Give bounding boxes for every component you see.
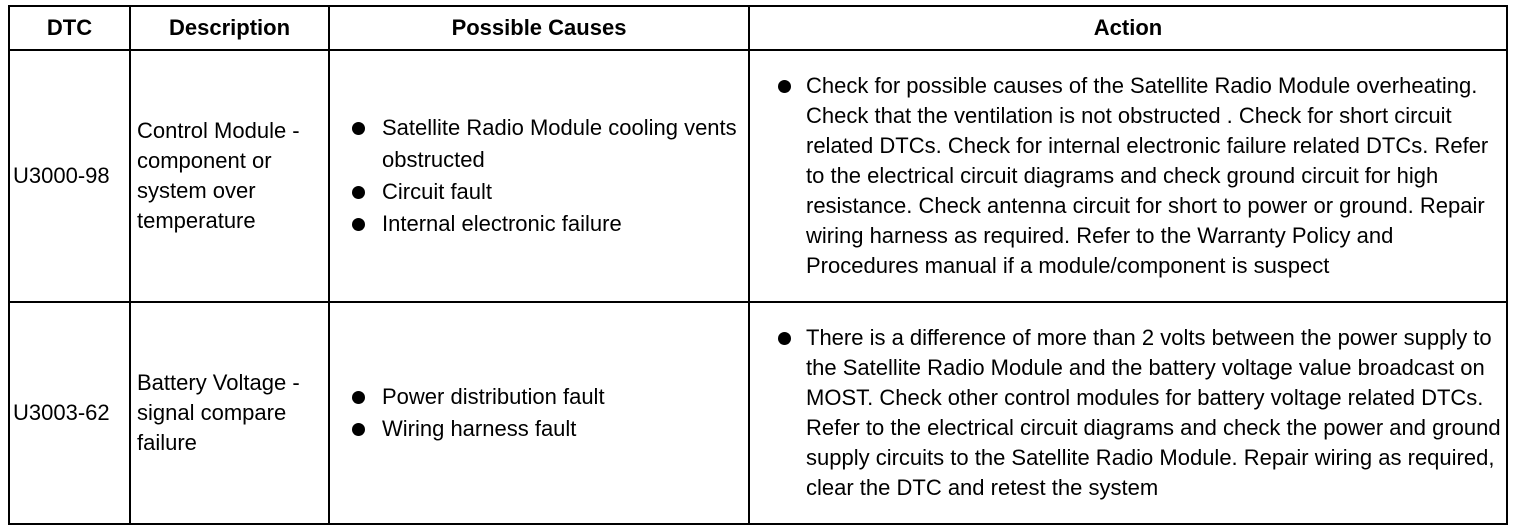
possible-causes-cell xyxy=(329,302,749,524)
possible-causes-cell xyxy=(329,50,749,302)
list-item xyxy=(330,176,748,208)
action-list xyxy=(750,323,1506,503)
action-text: Check for possible causes of the Satellite Radio Module overheating. Check that the ventilation is not obstructed . Check for short circuit related DTCs. Check for internal electronic failure related DTCs. Refer to the electrical circuit diagrams and check ground circuit for high resistance. Check antenna circuit for short to power or ground. Repair wiring harness as required. Refer to the Warranty Policy and Procedures manual if a module/component is suspect xyxy=(806,73,1489,278)
possible-causes-list xyxy=(330,381,748,445)
bullet-dot-icon xyxy=(778,332,791,345)
dtc-table xyxy=(8,5,1508,525)
table-header-row xyxy=(9,6,1507,50)
list-item xyxy=(750,71,1506,281)
bullet-dot-icon xyxy=(352,218,365,231)
list-item xyxy=(750,323,1506,503)
list-item xyxy=(330,208,748,240)
cause-text: Satellite Radio Module cooling vents obstructed xyxy=(382,115,737,172)
cause-text: Circuit fault xyxy=(382,179,493,204)
table-row xyxy=(9,302,1507,524)
possible-causes-list xyxy=(330,112,748,240)
header-action: Action xyxy=(749,6,1507,50)
dtc-code: U3003-62 xyxy=(9,302,130,524)
bullet-dot-icon xyxy=(778,80,791,93)
action-list xyxy=(750,71,1506,281)
action-text: There is a difference of more than 2 volts between the power supply to the Satellite Radio Module and the battery voltage value broadcast on MOST. Check other control modules for battery voltage related DTCs. Refer to the electrical circuit diagrams and check the power and ground supply circuits to the Satellite Radio Module. Repair wiring as required, clear the DTC and retest the system xyxy=(806,325,1501,500)
list-item xyxy=(330,112,748,176)
dtc-description: Battery Voltage - signal compare failure xyxy=(130,302,329,524)
dtc-description: Control Module - component or system over temperature xyxy=(130,50,329,302)
bullet-dot-icon xyxy=(352,122,365,135)
list-item xyxy=(330,413,748,445)
list-item xyxy=(330,381,748,413)
header-description: Description xyxy=(130,6,329,50)
action-cell xyxy=(749,302,1507,524)
header-dtc: DTC xyxy=(9,6,130,50)
header-possible-causes: Possible Causes xyxy=(329,6,749,50)
cause-text: Wiring harness fault xyxy=(382,416,577,441)
action-cell xyxy=(749,50,1507,302)
table-row xyxy=(9,50,1507,302)
cause-text: Power distribution fault xyxy=(382,384,605,409)
bullet-dot-icon xyxy=(352,391,365,404)
bullet-dot-icon xyxy=(352,423,365,436)
dtc-code: U3000-98 xyxy=(9,50,130,302)
cause-text: Internal electronic failure xyxy=(382,211,622,236)
bullet-dot-icon xyxy=(352,186,365,199)
